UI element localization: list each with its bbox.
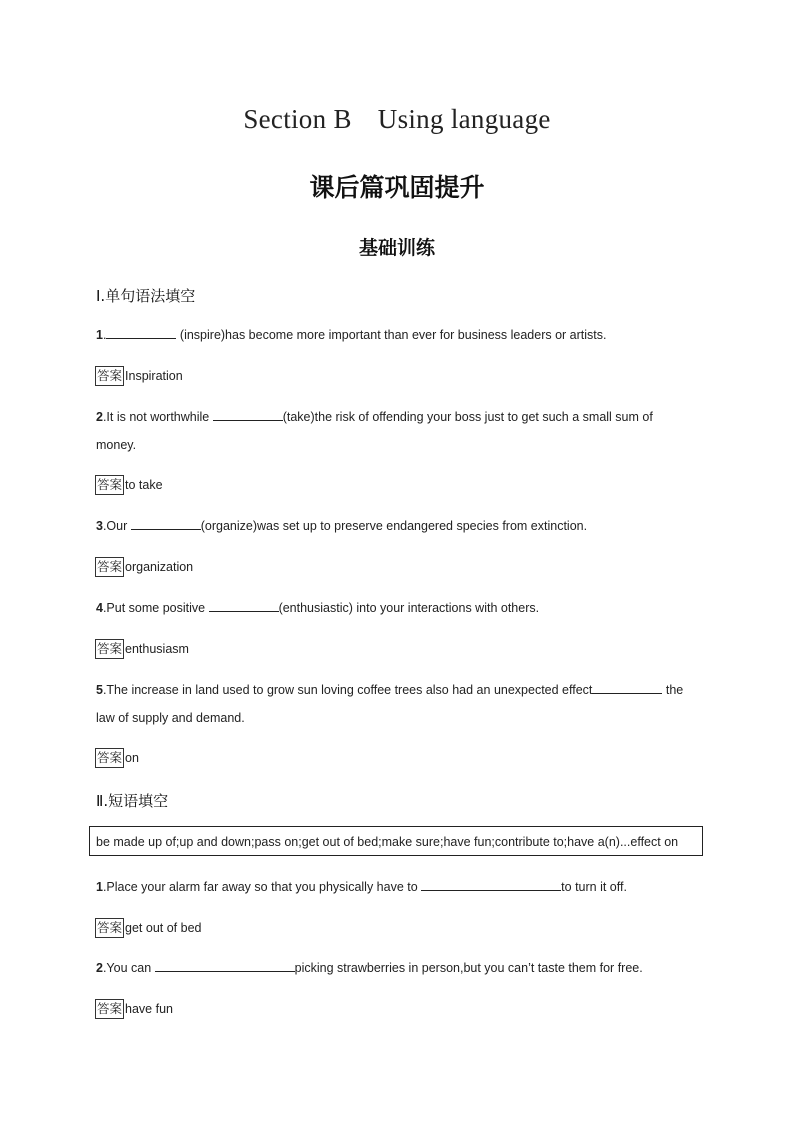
phrase-question-1: 1.Place your alarm far away so that you physically have to to turn it off.	[96, 873, 696, 901]
answer-blank	[155, 957, 295, 972]
answer-3: 答案 organization	[95, 557, 193, 577]
title-topic: Using language	[377, 104, 551, 134]
answer-4: 答案 enthusiasm	[95, 639, 189, 659]
question-5: 5.The increase in land used to grow sun loving coffee trees also had an unexpected effect the law of supply and demand.	[96, 676, 696, 732]
question-number: 1	[96, 328, 103, 342]
question-number: 5	[96, 683, 103, 697]
answer-blank	[592, 679, 662, 694]
answer-tag: 答案	[95, 918, 124, 938]
answer-blank	[209, 597, 279, 612]
question-1: 1. (inspire)has become more important than ever for business leaders or artists.	[96, 321, 696, 349]
answer-tag: 答案	[95, 639, 124, 659]
question-number: 2	[96, 410, 103, 424]
section1-title: Ⅰ.单句语法填空	[96, 287, 196, 305]
answer-5: 答案 on	[95, 748, 139, 768]
answer-tag: 答案	[95, 366, 124, 386]
page-title	[0, 104, 794, 135]
answer-tag: 答案	[95, 748, 124, 768]
question-2: 2.It is not worthwhile (take)the risk of offending your boss just to get such a small sum of money.	[96, 403, 696, 459]
answer-blank	[213, 406, 283, 421]
answer-blank	[131, 515, 201, 530]
question-number: 2	[96, 961, 103, 975]
page-subtitle: 课后篇巩固提升	[309, 173, 485, 202]
question-number: 3	[96, 519, 103, 533]
phrase-word-box: be made up of;up and down;pass on;get out of bed;make sure;have fun;contribute to;have a(n)...effect on	[89, 826, 703, 856]
question-4: 4.Put some positive (enthusiastic) into your interactions with others.	[96, 594, 696, 622]
phrase-question-2: 2.You can picking strawberries in person,but you can’t taste them for free.	[96, 954, 696, 982]
answer-tag: 答案	[95, 557, 124, 577]
answer-tag: 答案	[95, 475, 124, 495]
answer-tag: 答案	[95, 999, 124, 1019]
title-section: Section B	[243, 104, 352, 134]
answer-2: 答案 to take	[95, 475, 163, 495]
phrase-answer-2: 答案 have fun	[95, 999, 173, 1019]
question-number: 4	[96, 601, 103, 615]
phrase-answer-1: 答案 get out of bed	[95, 918, 201, 938]
answer-blank	[106, 324, 176, 339]
answer-1: 答案 Inspiration	[95, 366, 183, 386]
section-heading: 基础训练	[358, 237, 435, 259]
question-3: 3.Our (organize)was set up to preserve endangered species from extinction.	[96, 512, 696, 540]
answer-blank	[421, 876, 561, 891]
question-number: 1	[96, 880, 103, 894]
section2-title: Ⅱ.短语填空	[96, 792, 169, 810]
